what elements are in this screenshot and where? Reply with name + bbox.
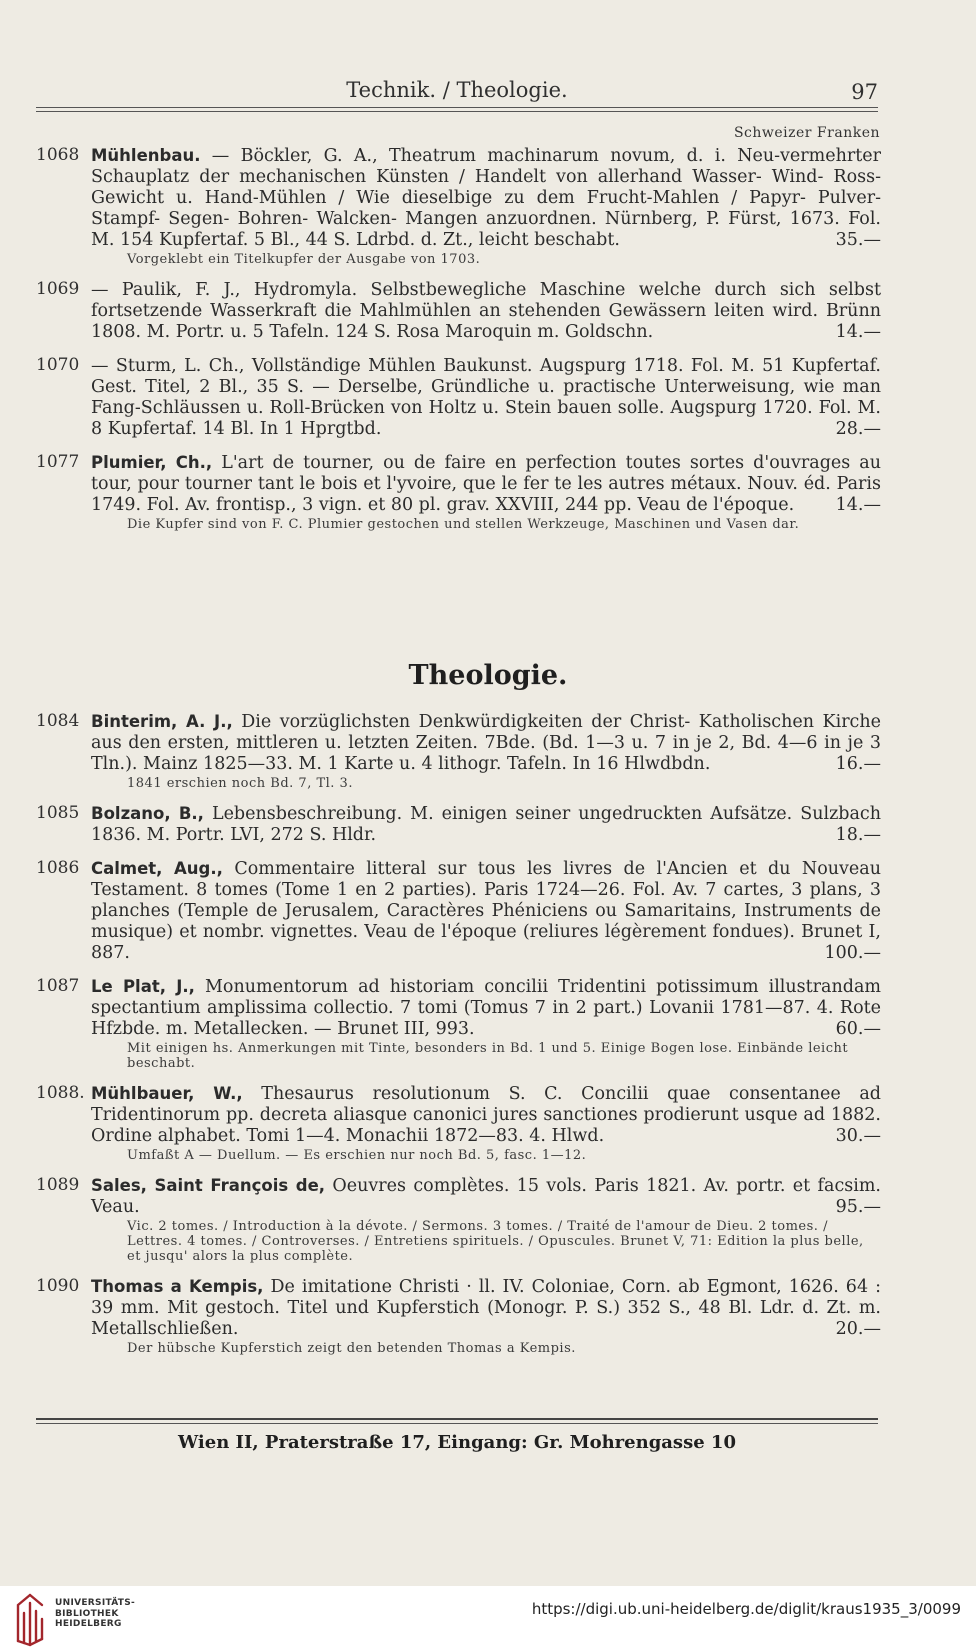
entry-body <box>91 1175 881 1218</box>
entry-note: Umfaßt A — Duellum. — Es erschien nur noch Bd. 5, fasc. 1—12. <box>127 1148 587 1163</box>
entry-number: 1068 <box>36 145 80 165</box>
running-header <box>36 78 878 108</box>
entry-text: Lebensbeschreibung. M. einigen seiner ungedruckten Aufsätze. Sulzbach 1836. M. Portr. LVI, 272 S. Hldr. <box>91 804 881 845</box>
catalog-entry <box>36 452 881 532</box>
entry-price: 30.— <box>835 1126 881 1146</box>
logo-line-1: UNIVERSITÄTS- <box>55 1598 136 1608</box>
entry-body <box>91 279 881 343</box>
entry-number: 1088. <box>36 1083 85 1103</box>
publisher-address: Wien II, Praterstraße 17, Eingang: Gr. Mohrengasse 10 <box>178 1432 736 1453</box>
catalog-entry <box>36 279 881 343</box>
header-rule-top <box>36 107 878 108</box>
entry-author: Sales, Saint François de, <box>91 1176 326 1195</box>
entry-text: L'art de tourner, ou de faire en perfection toutes sortes d'ouvrages au tour, pour tourner tant le bois et l'yvoire, que le fer te les autres métaux. Nouv. éd. Paris 1749. Fol. Av. frontisp., 3 vign. et 80 pl. grav. XXVIII, 244 pp. Veau de l'époque. <box>91 453 881 515</box>
header-rule-bottom <box>36 111 878 112</box>
entry-price: 95.— <box>835 1197 881 1217</box>
entry-note: 1841 erschien noch Bd. 7, Tl. 3. <box>127 776 353 791</box>
entry-number: 1077 <box>36 452 80 472</box>
entry-author: Le Plat, J., <box>91 977 195 996</box>
catalog-entry <box>36 803 881 846</box>
entry-note: Vic. 2 tomes. / Introduction à la dévote. / Sermons. 3 tomes. / Traité de l'amour de Dieu. 2 tomes. / Lettres. 4 tomes. / Controverses. / Entretiens spirituels. / Opuscules. Brunet V, 71: Edition la plus belle, et jusqu' alors la plus complète. <box>127 1219 864 1264</box>
footer-rule-top <box>36 1418 878 1420</box>
entry-note: Vorgeklebt ein Titelkupfer der Ausgabe von 1703. <box>127 252 481 267</box>
logo-line-3: HEIDELBERG <box>55 1619 122 1629</box>
entry-number: 1086 <box>36 858 80 878</box>
entry-note: Der hübsche Kupferstich zeigt den betenden Thomas a Kempis. <box>127 1341 576 1356</box>
catalog-entry <box>36 1175 881 1264</box>
catalog-entry <box>36 858 881 964</box>
entry-number: 1087 <box>36 976 80 996</box>
source-url[interactable]: https://digi.ub.uni-heidelberg.de/diglit/kraus1935_3/0099 <box>531 1600 961 1618</box>
viewer-bar <box>0 1586 976 1651</box>
entry-body <box>91 355 881 440</box>
entry-text: Commentaire litteral sur tous les livres de l'Ancien et du Nouveau Testament. 8 tomes (Tome 1 en 2 parties). Paris 1724—26. Fol. Av. 7 cartes, 3 plans, 3 planches (Temple de Jerusalem, Caractères Phéniciens ou Samaritains, Instruments de musique) et nombr. vignettes. Veau de l'époque (reliures légèrement fondues). Brunet I, 887. <box>91 859 881 963</box>
entry-price: 60.— <box>835 1019 881 1039</box>
entry-price: 16.— <box>835 754 881 774</box>
entry-number: 1084 <box>36 711 80 731</box>
entry-author: Mühlenbau. <box>91 146 201 165</box>
entry-number: 1069 <box>36 279 80 299</box>
entry-price: 35.— <box>835 230 881 250</box>
library-logo-text <box>55 1598 135 1630</box>
entry-number: 1089 <box>36 1175 80 1195</box>
logo-line-2: BIBLIOTHEK <box>55 1608 119 1619</box>
catalog-entry <box>36 1276 881 1356</box>
entry-body <box>91 976 881 1040</box>
catalog-entry <box>36 145 881 267</box>
entry-text: Thesaurus resolutionum S. C. Concilii quae consentanee ad Tridentinorum pp. decreta aliasque canonici jures sanctiones prodierunt usque ad 1882. Ordine alphabet. Tomi 1—4. Monachii 1872—83. 4. Hlwd. <box>91 1084 881 1146</box>
entry-body <box>91 803 881 846</box>
entry-price: 14.— <box>835 495 881 515</box>
entry-price: 14.— <box>835 322 881 342</box>
entry-price: 100.— <box>824 943 881 963</box>
entry-author: Mühlbauer, W., <box>91 1084 243 1103</box>
entry-body <box>91 145 881 251</box>
entry-price: 28.— <box>835 419 881 439</box>
entry-body <box>91 1276 881 1340</box>
footer-rule-bottom <box>36 1423 878 1424</box>
theologie-entries <box>36 711 881 1368</box>
entry-text: — Sturm, L. Ch., Vollständige Mühlen Baukunst. Augspurg 1718. Fol. M. 51 Kupfertaf. Gest. Titel, 2 Bl., 35 S. — Derselbe, Gründliche u. practische Unterweisung, wie man Fang-Schläussen u. Roll-Brücken von Holtz u. Stein bauen solle. Augspurg 1720. Fol. M. 8 Kupfertaf. 14 Bl. In 1 Hprgtbd. <box>91 356 881 439</box>
entry-number: 1070 <box>36 355 80 375</box>
entry-note: Die Kupfer sind von F. C. Plumier gestochen und stellen Werkzeuge, Maschinen und Vasen dar. <box>127 517 800 532</box>
entry-text: Die vorzüglichsten Denkwürdigkeiten der Christ- Katholischen Kirche aus den ersten, mittleren u. letzten Zeiten. 7Bde. (Bd. 1—3 u. 7 in je 2, Bd. 4—6 in je 3 Tln.). Mainz 1825—33. M. 1 Karte u. 4 lithogr. Tafeln. In 16 Hlwdbdn. <box>91 712 881 774</box>
catalog-entry <box>36 1083 881 1163</box>
entry-body <box>91 711 881 775</box>
entry-body <box>91 858 881 964</box>
entry-author: Calmet, Aug., <box>91 859 223 878</box>
page-number: 97 <box>851 80 878 104</box>
entry-body <box>91 1083 881 1147</box>
entry-text: De imitatione Christi · ll. IV. Coloniae, Corn. ab Egmont, 1626. 64 : 39 mm. Mit gestoch. Titel und Kupferstich (Monogr. P. S.) 352 S., 48 Bl. Ldr. d. Zt. m. Metallschließen. <box>91 1277 881 1339</box>
catalog-entry <box>36 355 881 440</box>
entry-author: Plumier, Ch., <box>91 453 213 472</box>
catalog-entry <box>36 976 881 1071</box>
header-title: Technik. / Theologie. <box>346 78 568 102</box>
entry-body <box>91 452 881 516</box>
entry-author: Binterim, A. J., <box>91 712 233 731</box>
catalog-entry <box>36 711 881 791</box>
entry-number: 1085 <box>36 803 80 823</box>
entry-text: — Paulik, F. J., Hydromyla. Selbstbewegliche Maschine welche durch sich selbst fortsetzende Wasserkraft die Mahlmühlen an stehenden Gewässern leiten wird. Brünn 1808. M. Portr. u. 5 Tafeln. 124 S. Rosa Maroquin m. Goldschn. <box>91 280 881 342</box>
currency-label: Schweizer Franken <box>733 125 880 141</box>
technik-entries <box>36 145 881 544</box>
entry-author: Thomas a Kempis, <box>91 1277 264 1296</box>
entry-text: Oeuvres complètes. 15 vols. Paris 1821. Av. portr. et facsim. Veau. <box>91 1176 881 1217</box>
entry-text: Monumentorum ad historiam concilii Tridentini potissimum illustrandam spectantium amplissima collectio. 7 tomi (Tomus 7 in 2 part.) Lovanii 1781—87. 4. Rote Hfzbde. m. Metallecken. — Brunet III, 993. <box>91 977 881 1039</box>
entry-price: 20.— <box>835 1319 881 1339</box>
library-logo-icon <box>10 1591 50 1647</box>
entry-number: 1090 <box>36 1276 80 1296</box>
section-title: Theologie. <box>408 660 568 691</box>
entry-price: 18.— <box>835 825 881 845</box>
entry-text: — Böckler, G. A., Theatrum machinarum novum, d. i. Neu-vermehrter Schauplatz der mechanischen Künsten / Handelt von allerhand Wasser- Wind- Ross- Gewicht u. Hand-Mühlen / Wie dieselbige zu dem Frucht-Mahlen / Papyr- Pulver- Stampf- Segen- Bohren- Walcken- Mangen anzuordnen. Nürnberg, P. Fürst, 1673. Fol. M. 154 Kupfertaf. 5 Bl., 44 S. Ldrbd. d. Zt., leicht beschabt. <box>91 146 881 250</box>
entry-note: Mit einigen hs. Anmerkungen mit Tinte, besonders in Bd. 1 und 5. Einige Bogen lose. Einbände leicht beschabt. <box>127 1041 849 1071</box>
entry-author: Bolzano, B., <box>91 804 204 823</box>
